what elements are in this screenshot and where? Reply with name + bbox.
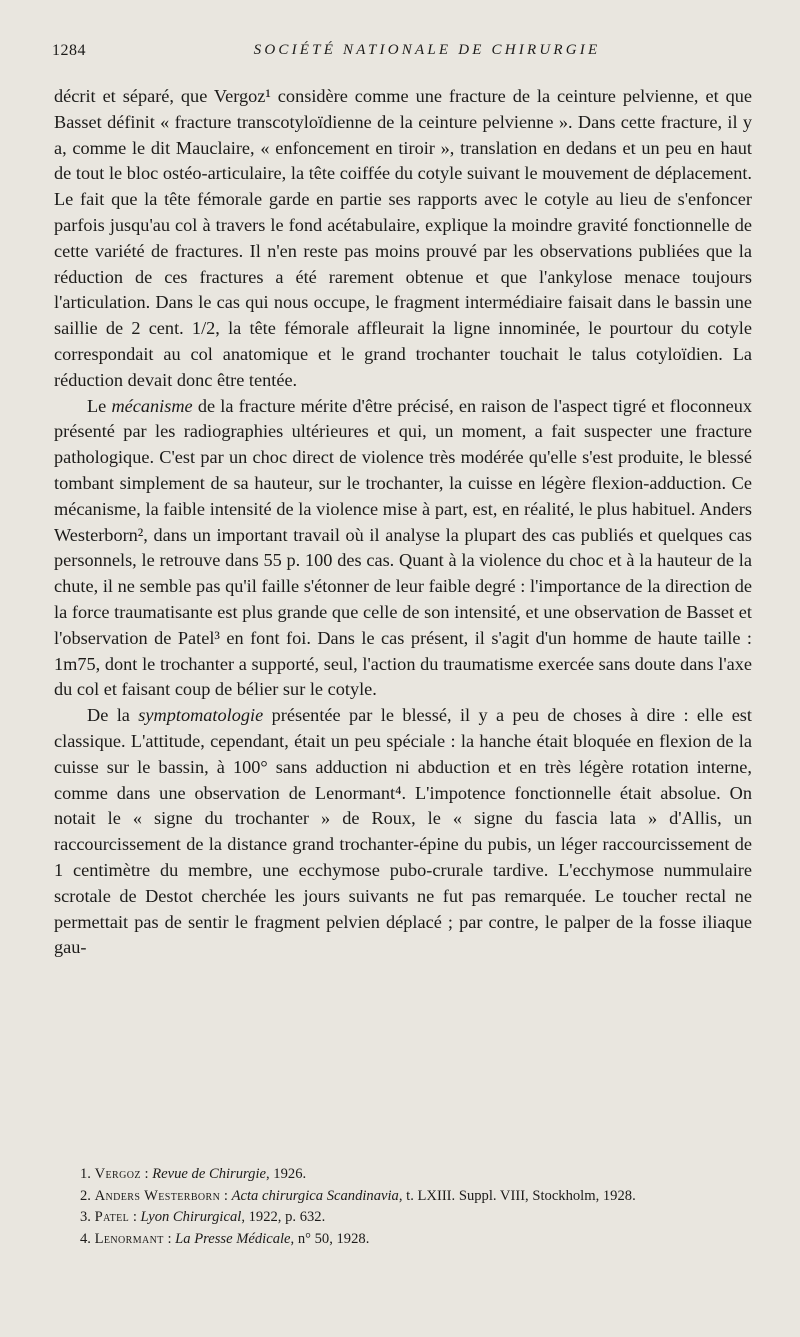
paragraph-3 bbox=[54, 703, 752, 961]
footnote-source: Acta chirurgica Scandinavia bbox=[231, 1187, 399, 1204]
footnote-separator: : bbox=[140, 1166, 153, 1182]
paragraph-lead: Le bbox=[87, 395, 112, 416]
footnote-details: , 1926. bbox=[266, 1166, 307, 1182]
footnote-separator: : bbox=[129, 1209, 141, 1225]
footnote-3 bbox=[54, 1207, 750, 1229]
footnote-details: , n° 50, 1928. bbox=[290, 1230, 370, 1247]
paragraph-lead: De la bbox=[87, 705, 139, 726]
footnote-number: 1. bbox=[80, 1166, 91, 1182]
body-text bbox=[54, 84, 752, 961]
page-number: 1284 bbox=[52, 42, 86, 59]
footnote-2 bbox=[54, 1186, 750, 1208]
footnote-author: Lenormant bbox=[94, 1230, 164, 1247]
footnote-source: Lyon Chirurgical bbox=[140, 1209, 242, 1225]
footnote-1 bbox=[54, 1164, 750, 1186]
footnote-source: Revue de Chirurgie bbox=[152, 1166, 266, 1182]
footnote-author: Patel bbox=[94, 1209, 130, 1225]
footnotes bbox=[54, 1164, 750, 1250]
footnote-number: 2. bbox=[80, 1187, 91, 1204]
paragraph-term: symptomatologie bbox=[138, 705, 264, 726]
paragraph-text: de la fracture mérite d'être précisé, en raison de l'aspect tigré et floconneux présenté par les radiographies ultérieures et qui, un moment, a fait suspecter une fracture pathologique. C'est par un choc direct de violence très modérée qu'elle s'est produite, le blessé tombant simplement de sa hauteur, sur le trochanter, la cuisse en légère flexion-adduction. Ce mécanisme, la faible intensité de la violence mise à part, est, en réalité, le plus habituel. Anders Westerborn², dans un important travail où il analyse la plupart des cas publiés et quelques cas personnels, le retrouve dans 55 p. 100 des cas. Quant à la violence du choc et à la hauteur de la chute, il ne semble pas qu'il faille s'étonner de leur faible degré : l'importance de la direction de la force traumatisante est plus grande que celle de son intensité, et une observation de Basset et l'observation de Patel³ en font foi. Dans le cas présent, il s'agit d'un homme de haute taille : 1m75, dont le trochanter a supporté, seul, l'action du traumatisme exercée sans doute dans l'axe du col et faisant coup de bélier sur le cotyle. bbox=[54, 395, 752, 700]
footnote-number: 4. bbox=[80, 1230, 91, 1247]
footnote-details: , 1922, p. 632. bbox=[241, 1209, 326, 1225]
paragraph-text: décrit et séparé, que Vergoz¹ considère comme une fracture de la ceinture pelvienne, et que Basset définit « fracture transcotyloïdienne de la ceinture pelvienne ». Dans cette fracture, il y a, comme le dit Mauclaire, « enfoncement en tiroir », translation en dedans et un peu en haut de tout le bloc ostéo-articulaire, la tête coiffée du cotyle suivant le mouvement de déplacement. Le fait que la tête fémorale garde en partie ses rapports avec le cotyle au lieu de s'enfoncer parfois jusqu'au col à travers le fond acétabulaire, explique la moindre gravité fonctionnelle de cette variété de fractures. Il n'en reste pas moins prouvé par les observations publiées que la réduction de ces fractures a été rarement obtenue et que l'ankylose menace toujours l'articulation. Dans le cas qui nous occupe, le fragment intermédiaire faisait dans le bassin une saillie de 2 cent. 1/2, la tête fémorale affleurait la ligne innominée, le pourtour du cotyle correspondait au col anatomique et le grand trochanter touchait le talus cotyloïdien. La réduction devait donc être tentée. bbox=[54, 86, 752, 390]
paragraph-2 bbox=[54, 394, 752, 704]
paragraph-text: présentée par le blessé, il y a peu de choses à dire : elle est classique. L'attitude, cependant, était un peu spéciale : la hanche était bloquée en flexion de la cuisse sur le bassin, à 100° sans adduction ni abduction et en très légère rotation interne, comme dans une observation de Lenormant⁴. L'impotence fonctionnelle était absolue. On notait le « signe du trochanter » de Roux, le « signe du fascia lata » d'Allis, un raccourcissement de la distance grand trochanter-épine du pubis, un léger raccourcissement de 1 centimètre du membre, une ecchymose pubo-crurale tardive. L'ecchymose nummulaire scrotale de Destot cherchée les jours suivants ne fut pas remarquée. Le toucher rectal ne permettait pas de sentir le fragment pelvien déplacé ; par contre, le palper de la fosse iliaque gau- bbox=[54, 705, 752, 958]
footnote-separator: : bbox=[220, 1187, 232, 1204]
footnote-author: Anders Westerborn bbox=[94, 1187, 221, 1204]
page-header bbox=[52, 42, 752, 66]
running-title: SOCIÉTÉ NATIONALE DE CHIRURGIE bbox=[253, 42, 601, 58]
footnote-source: La Presse Médicale bbox=[175, 1230, 291, 1247]
footnote-details: , t. LXIII. Suppl. VIII, Stockholm, 1928. bbox=[398, 1187, 636, 1204]
footnote-4 bbox=[54, 1229, 750, 1251]
footnote-author: Vergoz bbox=[94, 1166, 141, 1182]
paragraph-term: mécanisme bbox=[111, 395, 193, 416]
footnote-number: 3. bbox=[80, 1209, 91, 1225]
footnote-separator: : bbox=[163, 1230, 176, 1247]
paragraph-1 bbox=[54, 84, 752, 394]
